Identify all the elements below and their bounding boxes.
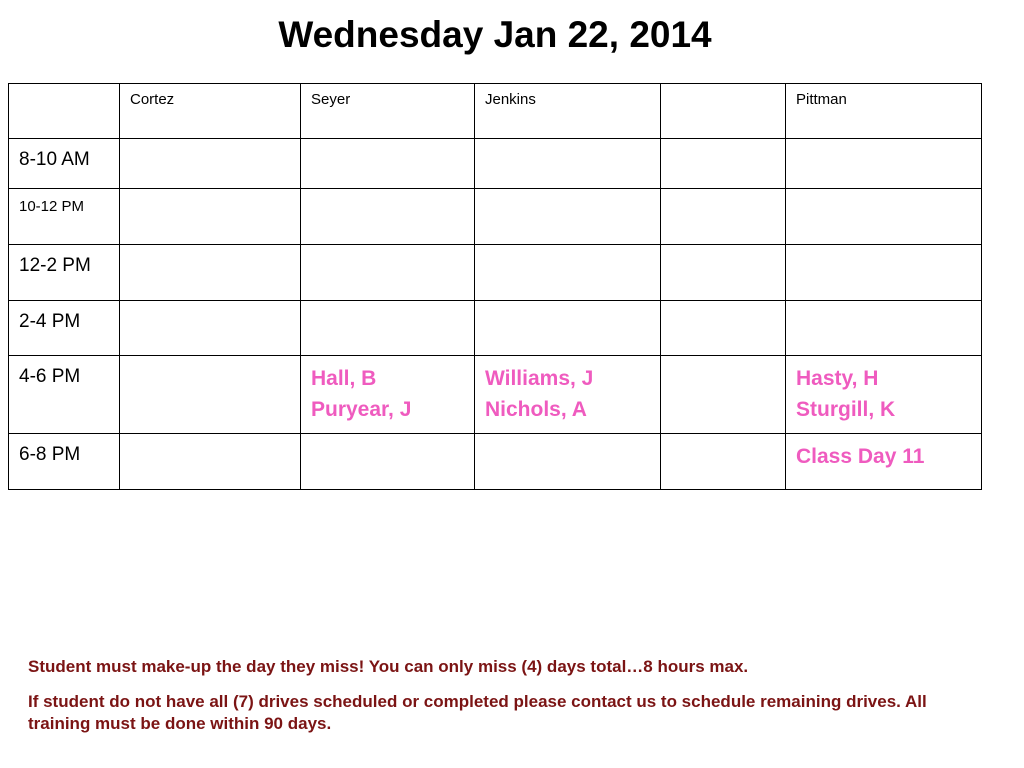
schedule-cell — [475, 245, 661, 301]
drives-policy-note: If student do not have all (7) drives scheduled or completed please contact us to schedule remaining drives. All training must be done within 90 days. — [28, 692, 927, 733]
time-slot-cell: 8-10 AM — [9, 139, 120, 189]
schedule-cell — [301, 434, 475, 490]
appointment-cell-pittman — [786, 356, 982, 434]
schedule-cell — [661, 301, 786, 356]
schedule-cell — [661, 434, 786, 490]
appointment-cell-pittman-class — [786, 434, 982, 490]
schedule-cell — [301, 189, 475, 245]
header-cell-cortez: Cortez — [120, 84, 301, 139]
table-row — [9, 245, 982, 301]
table-row — [9, 356, 982, 434]
student-name: Sturgill, K — [796, 398, 896, 421]
schedule-cell — [120, 189, 301, 245]
time-slot-cell: 12-2 PM — [9, 245, 120, 301]
schedule-cell — [120, 245, 301, 301]
schedule-cell — [661, 356, 786, 434]
header-cell-jenkins: Jenkins — [475, 84, 661, 139]
schedule-cell — [120, 434, 301, 490]
table-row — [9, 301, 982, 356]
time-slot-cell: 4-6 PM — [9, 356, 120, 434]
table-row — [9, 189, 982, 245]
schedule-cell — [786, 245, 982, 301]
header-cell-blank — [661, 84, 786, 139]
time-slot-cell: 2-4 PM — [9, 301, 120, 356]
schedule-table — [8, 83, 982, 490]
student-name: Puryear, J — [311, 398, 412, 421]
schedule-cell — [786, 139, 982, 189]
student-name: Nichols, A — [485, 398, 587, 421]
schedule-cell — [661, 245, 786, 301]
schedule-cell — [301, 139, 475, 189]
time-slot-cell: 6-8 PM — [9, 434, 120, 490]
schedule-cell — [661, 139, 786, 189]
schedule-cell — [786, 301, 982, 356]
appointment-cell-seyer — [301, 356, 475, 434]
notes-section — [28, 656, 988, 748]
class-day-label: Class Day 11 — [796, 445, 925, 468]
student-name: Hall, B — [311, 367, 377, 390]
page-title: Wednesday Jan 22, 2014 — [278, 14, 712, 55]
schedule-cell — [475, 301, 661, 356]
student-name: Williams, J — [485, 367, 594, 390]
header-cell-pittman: Pittman — [786, 84, 982, 139]
schedule-cell — [786, 189, 982, 245]
header-cell-seyer: Seyer — [301, 84, 475, 139]
schedule-cell — [475, 434, 661, 490]
table-row — [9, 434, 982, 490]
schedule-cell — [120, 356, 301, 434]
header-row — [9, 84, 982, 139]
appointment-cell-jenkins — [475, 356, 661, 434]
makeup-policy-note: Student must make-up the day they miss! You can only miss (4) days total…8 hours max. — [28, 657, 749, 676]
schedule-cell — [301, 245, 475, 301]
schedule-cell — [120, 301, 301, 356]
table-row — [9, 139, 982, 189]
schedule-cell — [301, 301, 475, 356]
student-name: Hasty, H — [796, 367, 879, 390]
schedule-cell — [475, 139, 661, 189]
schedule-cell — [120, 139, 301, 189]
header-cell-corner — [9, 84, 120, 139]
schedule-cell — [661, 189, 786, 245]
time-slot-cell: 10-12 PM — [9, 189, 120, 245]
schedule-cell — [475, 189, 661, 245]
